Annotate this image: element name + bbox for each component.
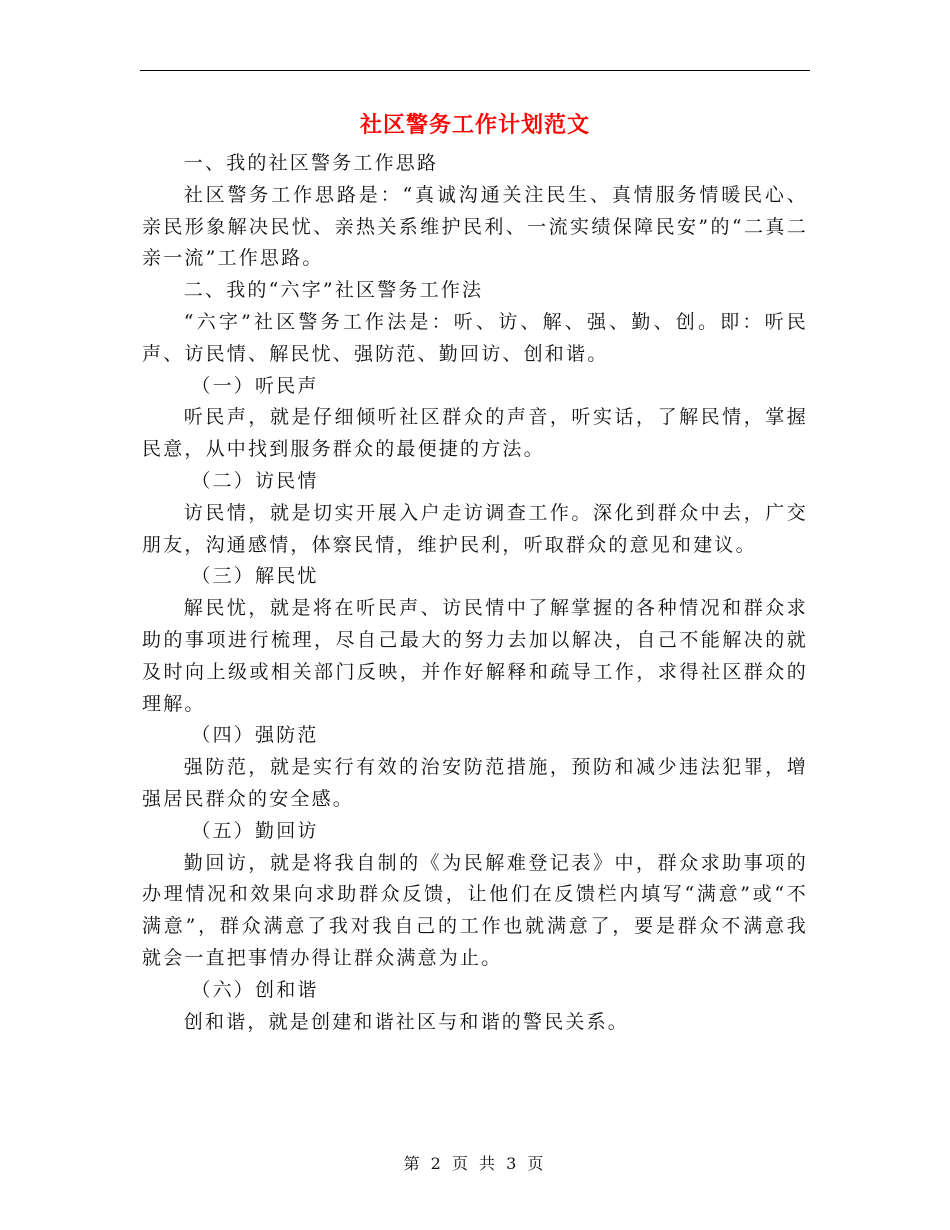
- subsection-heading: （二）访民情: [191, 469, 319, 492]
- body-paragraph: 解民忧，就是将在听民声、访民情中了解掌握的各种情况和群众求助的事项进行梳理，尽自己最大的努力去加以解决，自己不能解决的就及时向上级或相关部门反映，并作好解释和疏导工作，求得社区群众的理解。: [142, 597, 808, 715]
- body-paragraph: “六字”社区警务工作法是：听、访、解、强、勤、创。即：听民声、访民情、解民忧、强防范、勤回访、创和谐。: [142, 310, 808, 365]
- body-paragraph: 强防范，就是实行有效的治安防范措施，预防和减少违法犯罪，增强居民群众的安全感。: [142, 756, 808, 810]
- subsection-heading: （五）勤回访: [191, 819, 319, 842]
- subsection-heading: （一）听民声: [191, 374, 319, 397]
- document-body: [142, 148, 808, 1038]
- body-paragraph: 听民声，就是仔细倾听社区群众的声音，听实话，了解民情，掌握民意，从中找到服务群众的最便捷的方法。: [142, 406, 808, 461]
- document-title: 社区警务工作计划范文: [359, 112, 590, 138]
- body-paragraph: 勤回访，就是将我自制的《为民解难登记表》中，群众求助事项的办理情况和效果向求助群众反馈，让他们在反馈栏内填写“满意”或“不满意”，群众满意了我对我自己的工作也就满意了，要是群众不满意我就会一直把事情办得让群众满意为止。: [142, 851, 808, 969]
- subsection-heading: （四）强防范: [191, 724, 319, 747]
- body-paragraph: 访民情，就是切实开展入户走访调查工作。深化到群众中去，广交朋友，沟通感情，体察民情，维护民利，听取群众的意见和建议。: [142, 501, 808, 556]
- section-heading: 一、我的社区警务工作思路: [183, 152, 439, 174]
- subsection-heading: （三）解民忧: [191, 565, 319, 588]
- section-heading: 二、我的“六字”社区警务工作法: [183, 279, 484, 302]
- body-paragraph: 创和谐，就是创建和谐社区与和谐的警民关系。: [183, 1010, 629, 1033]
- subsection-heading: （六）创和谐: [191, 978, 319, 1001]
- body-paragraph: 社区警务工作思路是：“真诚沟通关注民生、真情服务情暖民心、亲民形象解决民忧、亲热关系维护民利、一流实绩保障民安”的“二真二亲一流”工作思路。: [142, 183, 808, 270]
- header-rule: [140, 70, 810, 71]
- page-footer: 第 2 页 共 3 页: [403, 1154, 547, 1173]
